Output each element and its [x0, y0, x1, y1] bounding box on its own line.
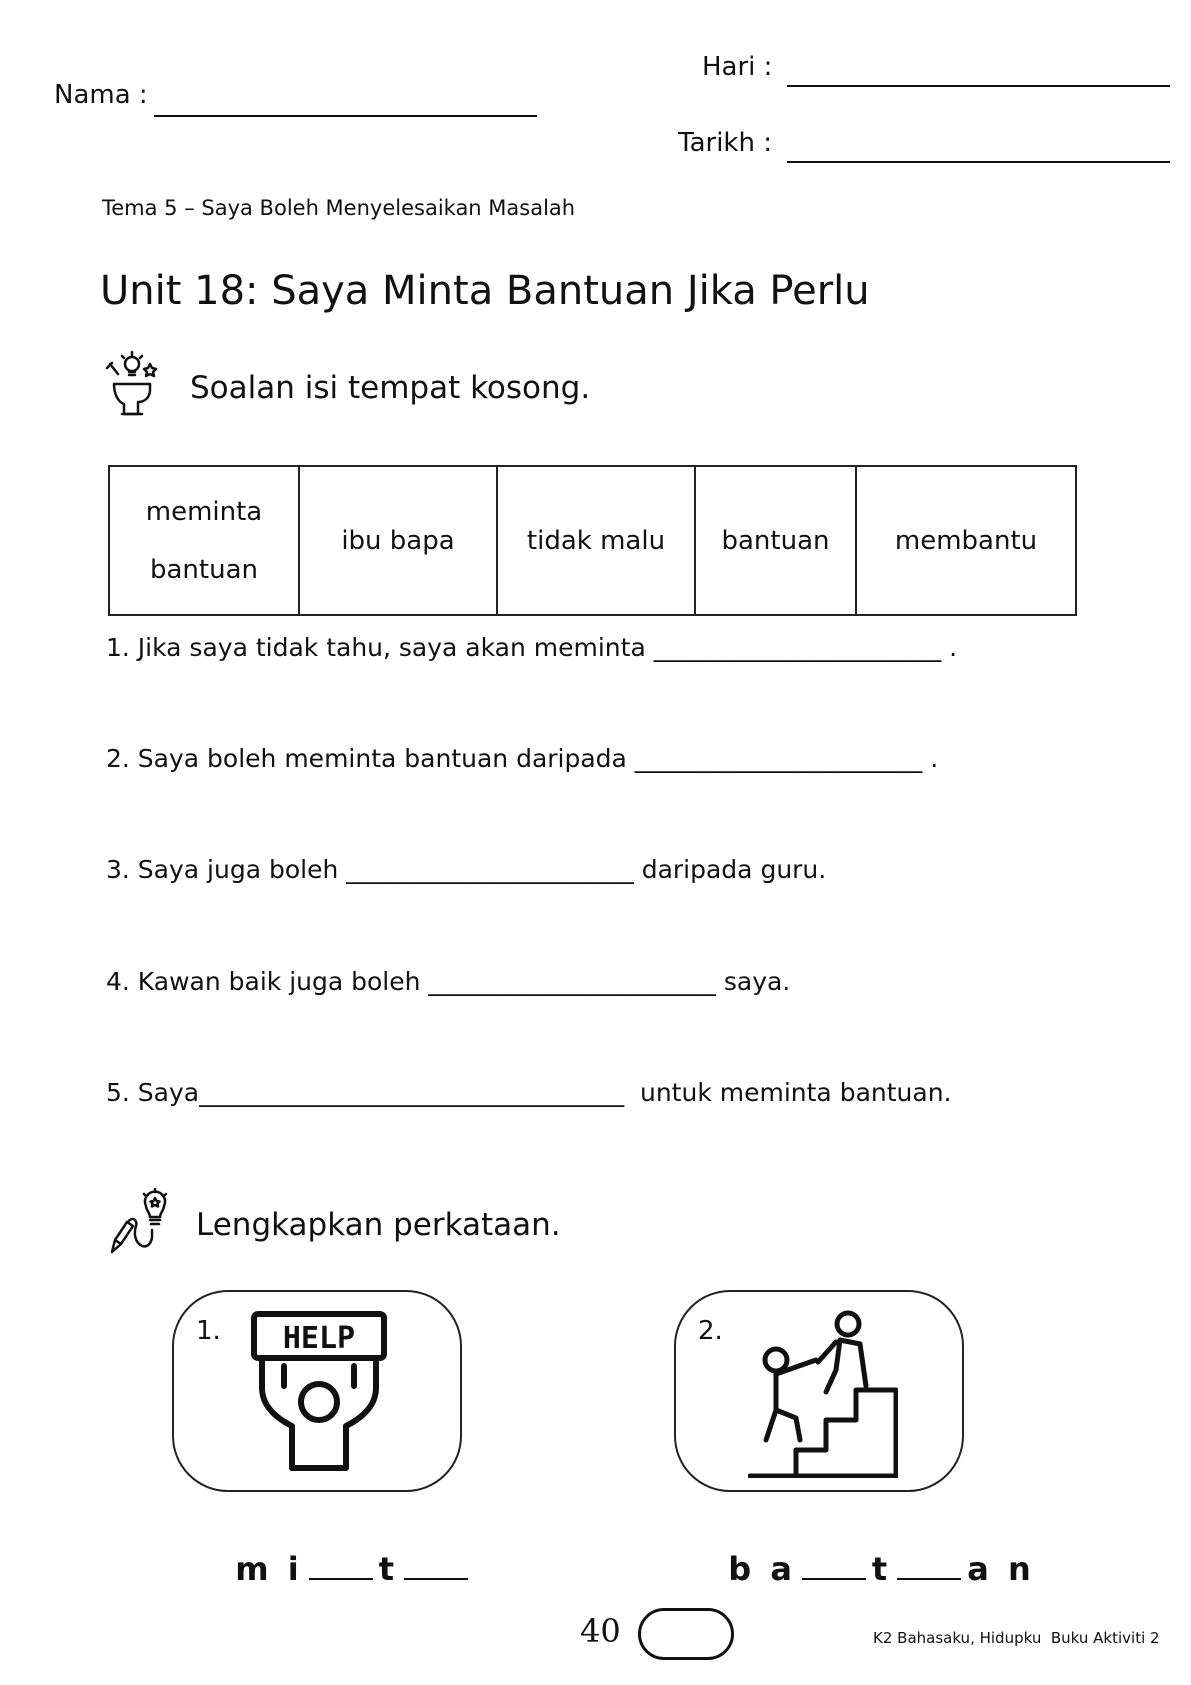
- score-oval[interactable]: [638, 1608, 734, 1660]
- word-part: a n: [967, 1550, 1035, 1588]
- question-1: 1. Jika saya tidak tahu, saya akan meminta _______________________ .: [106, 633, 958, 662]
- item-number: 1.: [196, 1316, 221, 1346]
- word-bank-table: [108, 465, 1077, 616]
- tarikh-field[interactable]: [787, 161, 1170, 163]
- word-bank-item: meminta bantuan: [109, 466, 299, 615]
- pencil-lightbulb-icon: [106, 1188, 172, 1258]
- person-helping-climb-icon: [748, 1308, 898, 1478]
- page-number: 40: [580, 1612, 621, 1650]
- letter-blank[interactable]: [802, 1578, 866, 1580]
- theme-label: Tema 5 – Saya Boleh Menyelesaikan Masalah: [102, 196, 576, 220]
- question-5: 5. Saya__________________________________ untuk meminta bantuan.: [106, 1078, 952, 1107]
- person-holding-help-sign-icon: [244, 1308, 394, 1478]
- item-number: 2.: [698, 1316, 723, 1346]
- picture-card-1: [172, 1290, 462, 1492]
- tarikh-label: Tarikh :: [678, 128, 772, 158]
- letter-blank[interactable]: [309, 1578, 373, 1580]
- word-puzzle-1: [205, 1512, 474, 1588]
- word-part: t: [871, 1550, 892, 1588]
- letter-blank[interactable]: [404, 1578, 468, 1580]
- question-2: 2. Saya boleh meminta bantuan daripada _______________________ .: [106, 744, 939, 773]
- question-4: 4. Kawan baik juga boleh _______________________ saya.: [106, 967, 791, 996]
- section2-heading: Lengkapkan perkataan.: [196, 1207, 561, 1243]
- word-puzzle-2: [698, 1512, 1035, 1588]
- nama-label: Nama :: [54, 80, 148, 110]
- unit-title: Unit 18: Saya Minta Bantuan Jika Perlu: [100, 268, 870, 314]
- word-part: m i: [235, 1550, 303, 1588]
- head-lightbulb-icon: [104, 350, 164, 422]
- word-bank-item: ibu bapa: [299, 466, 497, 615]
- word-part: t: [378, 1550, 399, 1588]
- section1-heading: Soalan isi tempat kosong.: [190, 370, 591, 406]
- hari-field[interactable]: [787, 85, 1170, 87]
- help-sign-text: HELP: [282, 1321, 356, 1356]
- question-3: 3. Saya juga boleh _______________________ daripada guru.: [106, 855, 827, 884]
- book-title: K2 Bahasaku, Hidupku Buku Aktiviti 2: [873, 1629, 1160, 1647]
- word-bank-item: tidak malu: [497, 466, 695, 615]
- nama-field[interactable]: [154, 115, 537, 117]
- word-bank-item: membantu: [856, 466, 1076, 615]
- word-bank-item: bantuan: [695, 466, 856, 615]
- hari-label: Hari :: [702, 52, 773, 82]
- picture-card-2: [674, 1290, 964, 1492]
- letter-blank[interactable]: [897, 1578, 961, 1580]
- word-part: b a: [728, 1550, 796, 1588]
